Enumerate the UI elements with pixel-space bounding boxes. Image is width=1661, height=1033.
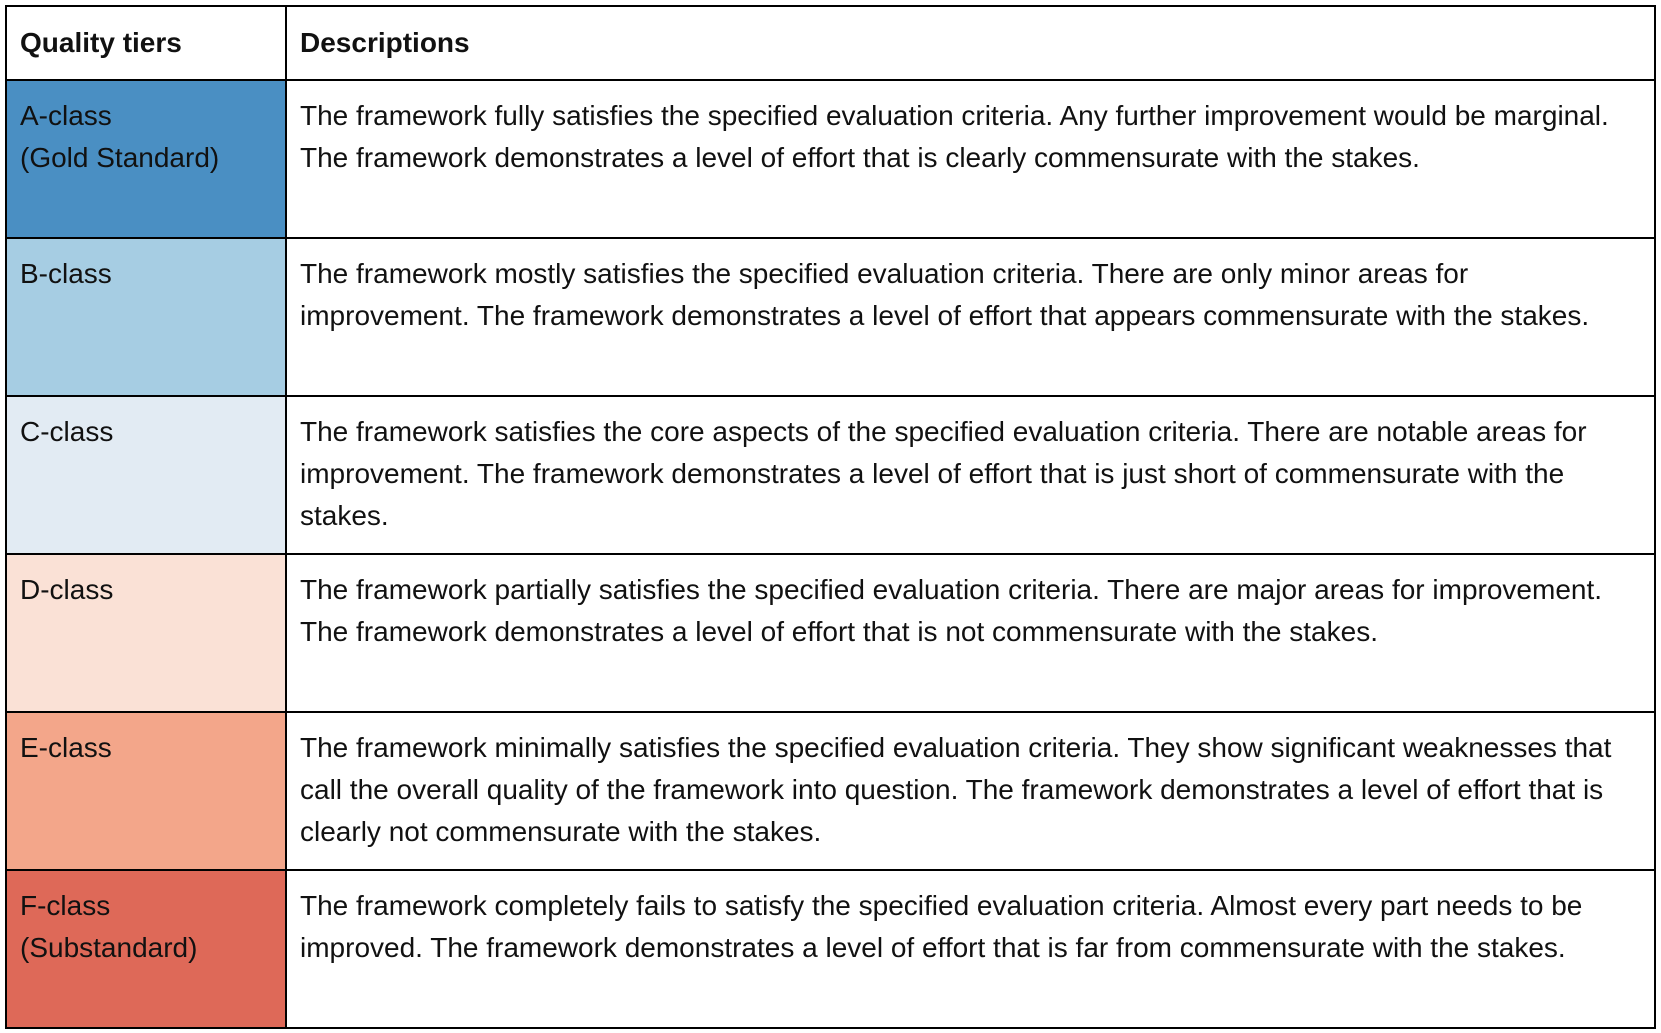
table-header-row: [6, 6, 1655, 80]
quality-tiers-table: [5, 5, 1656, 1029]
table-row: [6, 80, 1655, 238]
tier-cell-b: B-class: [6, 238, 286, 396]
tier-cell-a: A-class (Gold Standard): [6, 80, 286, 238]
table-row: [6, 554, 1655, 712]
description-cell: The framework satisfies the core aspects of the specified evaluation criteria. There are notable areas for improvement. The framework demonstrates a level of effort that is just short of commensurate with the stakes.: [286, 396, 1655, 554]
table-row: [6, 396, 1655, 554]
table-row: [6, 238, 1655, 396]
header-descriptions: Descriptions: [286, 6, 1655, 80]
description-cell: The framework partially satisfies the specified evaluation criteria. There are major areas for improvement. The framework demonstrates a level of effort that is not commensurate with the stakes.: [286, 554, 1655, 712]
tier-cell-f: F-class (Substandard): [6, 870, 286, 1028]
description-cell: The framework fully satisfies the specified evaluation criteria. Any further improvement would be marginal. The framework demonstrates a level of effort that is clearly commensurate with the stakes.: [286, 80, 1655, 238]
tier-cell-d: D-class: [6, 554, 286, 712]
tier-cell-e: E-class: [6, 712, 286, 870]
quality-tiers-table-container: [5, 5, 1654, 1029]
table-row: [6, 712, 1655, 870]
table-row: [6, 870, 1655, 1028]
description-cell: The framework mostly satisfies the specified evaluation criteria. There are only minor areas for improvement. The framework demonstrates a level of effort that appears commensurate with the stakes.: [286, 238, 1655, 396]
description-cell: The framework completely fails to satisfy the specified evaluation criteria. Almost every part needs to be improved. The framework demonstrates a level of effort that is far from commensurate with the stakes.: [286, 870, 1655, 1028]
header-quality-tiers: Quality tiers: [6, 6, 286, 80]
description-cell: The framework minimally satisfies the specified evaluation criteria. They show significant weaknesses that call the overall quality of the framework into question. The framework demonstrates a level of effort that is clearly not commensurate with the stakes.: [286, 712, 1655, 870]
tier-cell-c: C-class: [6, 396, 286, 554]
